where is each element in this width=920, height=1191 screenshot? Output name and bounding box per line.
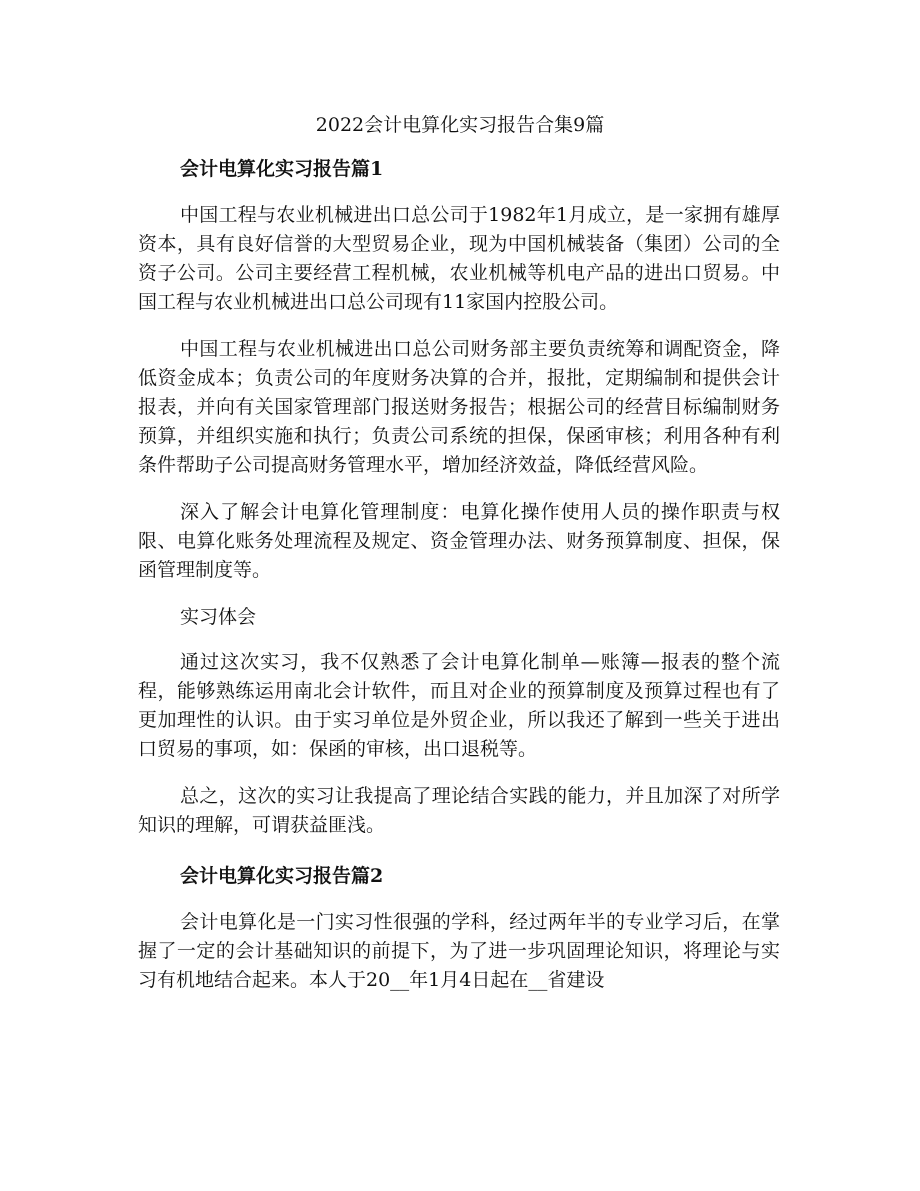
paragraph-summary: 总之，这次的实习让我提高了理论结合实践的能力，并且加深了对所学知识的理解，可谓获益匪浅。: [138, 785, 780, 836]
document-title: 2022会计电算化实习报告合集9篇: [315, 114, 605, 136]
document-body: [138, 155, 780, 1013]
subheading-internship-experience: 实习体会: [180, 606, 257, 628]
paragraph-company-intro: 中国工程与农业机械进出口总公司于1982年1月成立，是一家拥有雄厚资本，具有良好信誉的大型贸易企业，现为中国机械装备（集团）公司的全资子公司。公司主要经营工程机械，农业机械等机电产品的进出口贸易。中国工程与农业机械进出口总公司现有11家国内控股公司。: [138, 204, 780, 313]
paragraph-finance-dept: 中国工程与农业机械进出口总公司财务部主要负责统筹和调配资金，降低资金成本；负责公司的年度财务决算的合并，报批，定期编制和提供会计报表，并向有关国家管理部门报送财务报告；根据公司的经营目标编制财务预算，并组织实施和执行；负责公司系统的担保，保函审核；利用各种有利条件帮助子公司提高财务管理水平，增加经济效益，降低经营风险。: [138, 338, 780, 476]
paragraph-experience: 通过这次实习，我不仅熟悉了会计电算化制单—账簿—报表的整个流程，能够熟练运用南北会计软件，而且对企业的预算制度及预算过程也有了更加理性的认识。由于实习单位是外贸企业，所以我还了解到一些关于进出口贸易的事项，如：保函的审核，出口退税等。: [138, 651, 780, 760]
section-heading-1: 会计电算化实习报告篇1: [180, 158, 384, 180]
section-heading-2: 会计电算化实习报告篇2: [180, 865, 384, 887]
paragraph-section2-intro: 会计电算化是一门实习性很强的学科，经过两年半的专业学习后，在掌握了一定的会计基础知识的前提下，为了进一步巩固理论知识，将理论与实习有机地结合起来。本人于20__年1月4日起在__省建设: [138, 911, 780, 991]
paragraph-management-system: 深入了解会计电算化管理制度：电算化操作使用人员的操作职责与权限、电算化账务处理流程及规定、资金管理办法、财务预算制度、担保，保函管理制度等。: [138, 501, 780, 581]
